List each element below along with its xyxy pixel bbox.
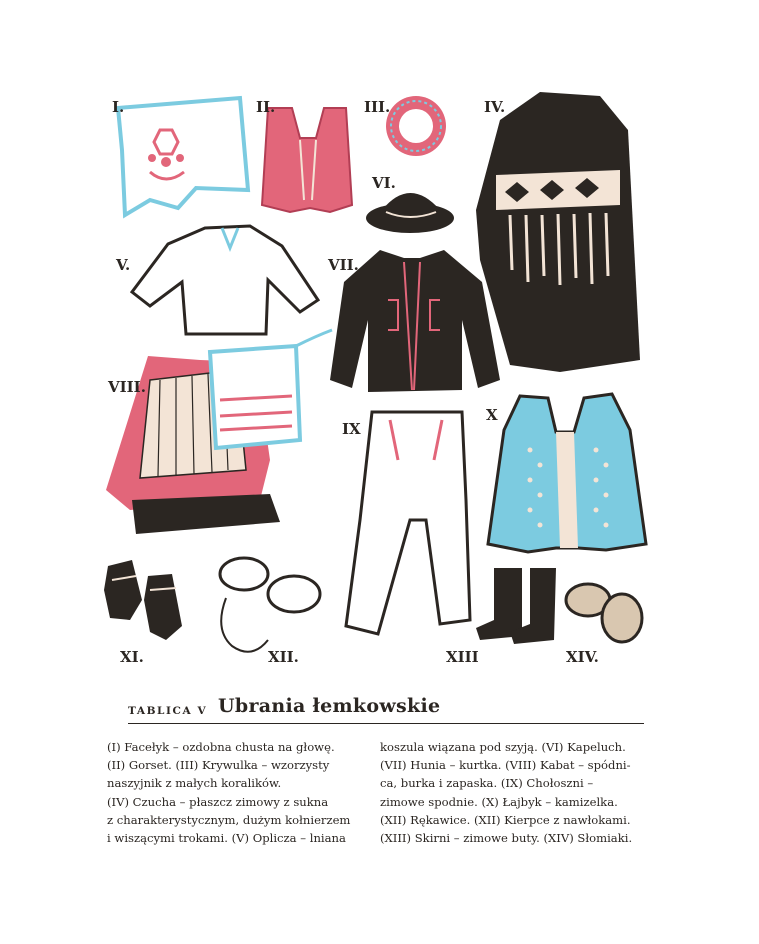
shoes-kierpce (220, 558, 320, 652)
numeral-13: XIII (446, 648, 479, 666)
numeral-7: VII. (328, 256, 359, 274)
caption-column-right (380, 738, 656, 847)
necklace-krywulka (386, 96, 446, 156)
hat-kapeluch (366, 193, 454, 233)
straw-shoes-slomiaki (566, 584, 642, 642)
caption-line: naszyjnik z małych koralików. (107, 776, 282, 791)
corset-gorset (262, 108, 352, 212)
plate-title: Ubrania łemkowskie (218, 695, 441, 717)
caption-line: i wiszącymi trokami. (V) Oplicza – lniana (107, 831, 346, 846)
caption-line: koszula wiązana pod szyją. (VI) Kapeluch. (380, 740, 626, 754)
caption-line: (XIII) Skirni – zimowe buty. (XIV) Słomiaki. (380, 831, 633, 846)
caption-line: ca, burka i zapaska. (IX) Chołoszni – (380, 776, 594, 791)
caption-line: (VII) Hunia – kurtka. (VIII) Kabat – spódni- (380, 758, 631, 773)
numeral-10: X (486, 406, 498, 424)
gloves-rekawice (104, 560, 182, 640)
shirt-oplicza (132, 226, 318, 334)
numeral-12: XII. (268, 648, 299, 666)
caption-line: (XII) Rękawice. (XII) Kierpce z nawłokami. (380, 812, 631, 827)
caption-line: z charakterystycznym, dużym kołnierzem (107, 812, 351, 827)
numeral-1: I. (112, 98, 125, 116)
caption-line: (IV) Czucha – płaszcz zimowy z sukna (107, 794, 329, 809)
plate-label: TABLICA V (128, 705, 208, 717)
caption-header (128, 695, 644, 724)
coat-czucha (476, 92, 640, 372)
caption-column-left (107, 738, 373, 847)
skirt-kabat (106, 330, 332, 534)
caption-line: (II) Gorset. (III) Krywulka – wzorzysty (107, 758, 330, 773)
numeral-5: V. (116, 256, 131, 274)
numeral-11: XI. (120, 648, 144, 666)
numeral-3: III. (364, 98, 391, 116)
caption-line: zimowe spodnie. (X) Łajbyk – kamizelka. (380, 794, 618, 809)
numeral-6: VI. (372, 174, 396, 192)
numeral-2: II. (256, 98, 276, 116)
numeral-9: IX (342, 420, 361, 438)
numeral-4: IV. (484, 98, 506, 116)
vest-lajbyk (488, 394, 646, 552)
caption-line: (I) Facełyk – ozdobna chusta na głowę. (107, 740, 335, 754)
boots-skirni (476, 568, 556, 644)
trousers-choloszni (346, 412, 470, 634)
headscarf-facelyk (118, 98, 248, 215)
numeral-8: VIII. (108, 378, 146, 396)
numeral-14: XIV. (566, 648, 599, 666)
